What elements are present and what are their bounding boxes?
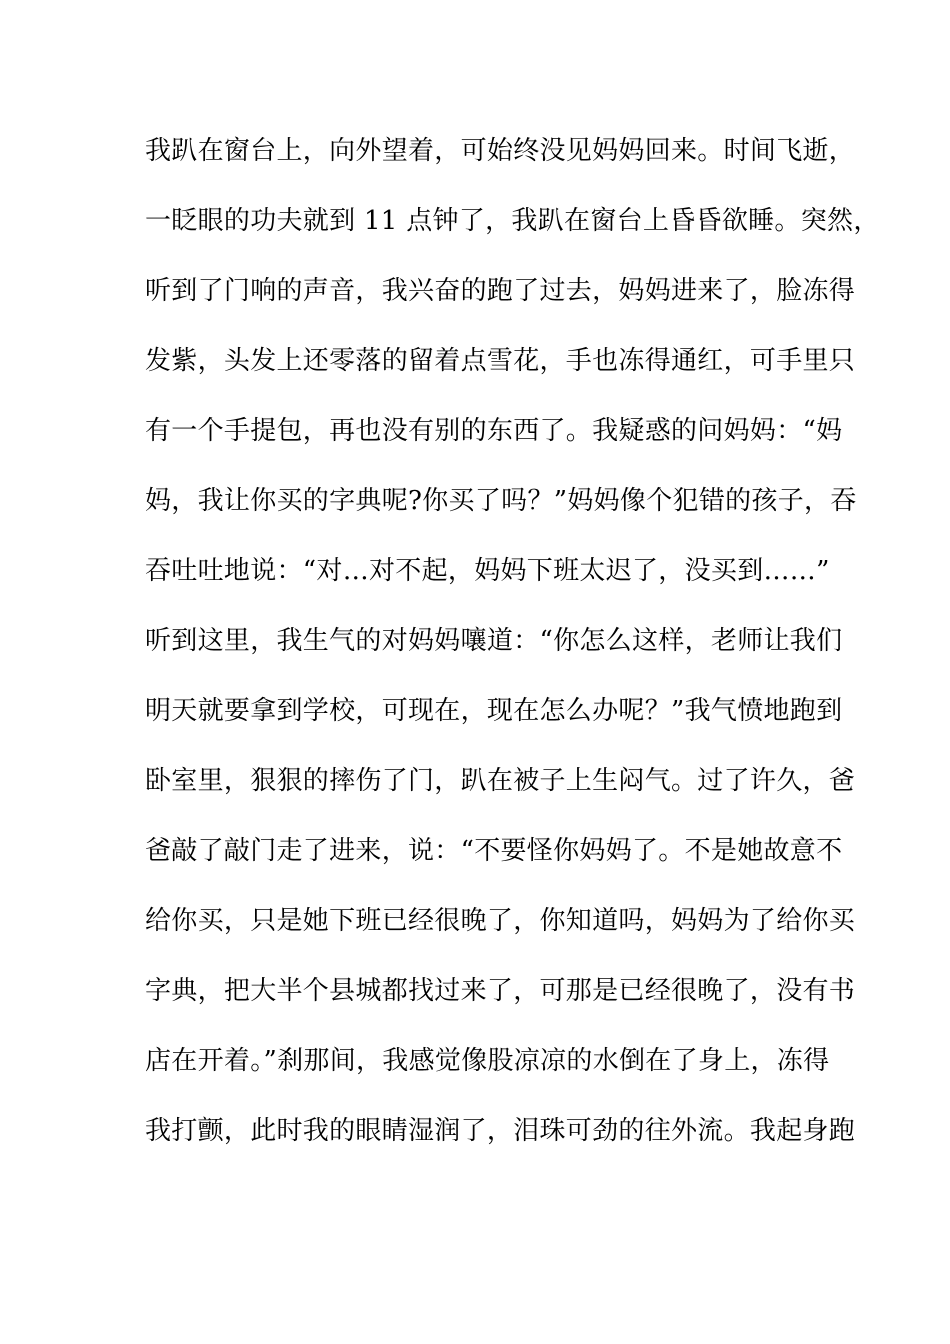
- text-line: 发紫，头发上还零落的留着点雪花，手也冻得通红，可手里只: [145, 346, 856, 376]
- text-line: 听到这里，我生气的对妈妈嚷道：“你怎么这样，老师让我们: [145, 626, 843, 656]
- text-line: 有一个手提包，再也没有别的东西了。我疑惑的问妈妈：“妈: [145, 416, 843, 446]
- text-line: 我打颤，此时我的眼睛湿润了，泪珠可劲的往外流。我起身跑: [145, 1116, 856, 1146]
- text-line: 妈，我让你买的字典呢?你买了吗？”妈妈像个犯错的孩子，吞: [145, 486, 857, 516]
- text-line: 我趴在窗台上，向外望着，可始终没见妈妈回来。时间飞逝，: [145, 136, 856, 166]
- text-line: 字典，把大半个县城都找过来了，可那是已经很晚了，没有书: [145, 976, 856, 1006]
- text-line: 卧室里，狠狠的摔伤了门，趴在被子上生闷气。过了许久，爸: [145, 766, 856, 796]
- text-line: 爸敲了敲门走了进来，说：“不要怪你妈妈了。不是她故意不: [145, 836, 843, 866]
- body-text: [145, 126, 880, 1176]
- text-line: 店在开着。”刹那间，我感觉像股凉凉的水倒在了身上，冻得: [145, 1046, 830, 1076]
- text-line: 一眨眼的功夫就到 11 点钟了，我趴在窗台上昏昏欲睡。突然，: [145, 206, 880, 236]
- text-line: 给你买，只是她下班已经很晚了，你知道吗，妈妈为了给你买: [145, 906, 856, 936]
- text-line: 吞吐吐地说：“对…对不起，妈妈下班太迟了，没买到……”: [145, 556, 830, 586]
- text-line: 听到了门响的声音，我兴奋的跑了过去，妈妈进来了，脸冻得: [145, 276, 856, 306]
- text-line: 明天就要拿到学校，可现在，现在怎么办呢？”我气愤地跑到: [145, 696, 843, 726]
